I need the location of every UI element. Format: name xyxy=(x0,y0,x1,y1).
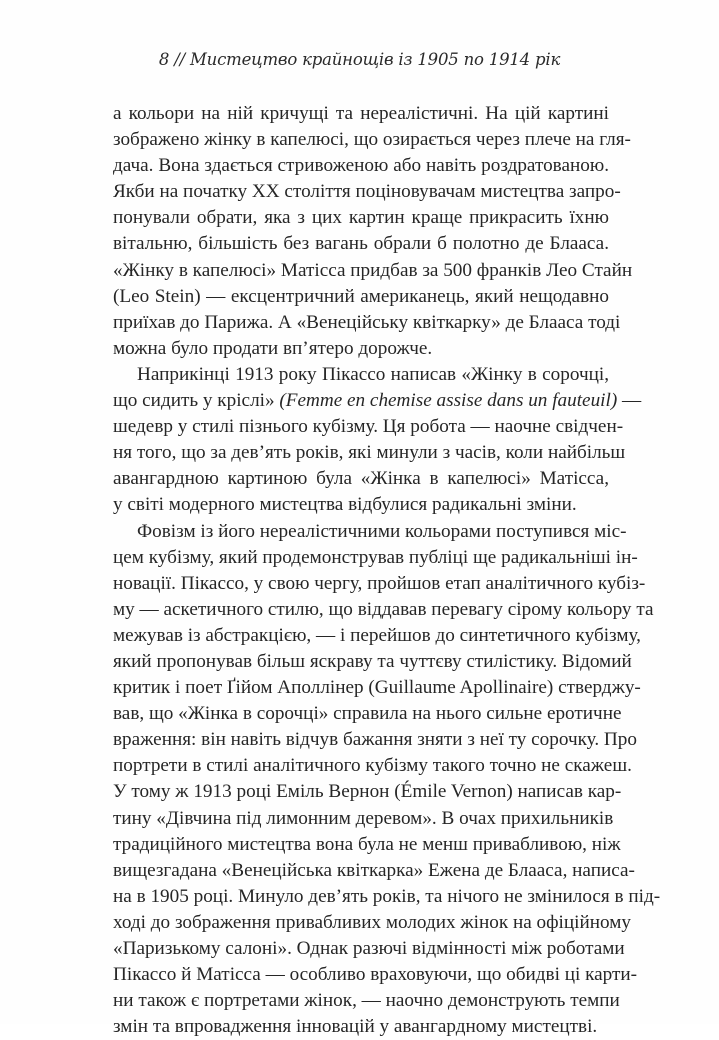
text-run: ни також є портретами жінок, — наочно демонструють темпи xyxy=(113,990,620,1011)
text-line xyxy=(113,806,609,832)
text-line xyxy=(113,571,609,597)
text-line xyxy=(113,127,609,153)
text-run: вищезгадана «Венеційська квіткарка» Ежена де Блааса, написа- xyxy=(113,860,635,881)
text-line xyxy=(113,727,609,753)
paragraph xyxy=(113,519,609,1040)
text-line xyxy=(113,832,609,858)
text-line xyxy=(113,988,609,1014)
text-run: а кольори на ній кричущі та нереалістичні. На цій картині xyxy=(113,103,609,124)
text-line xyxy=(113,962,609,988)
text-line xyxy=(113,910,609,936)
text-line xyxy=(113,936,609,962)
text-run: «Паризькому салоні». Однак разючі відмінності між роботами xyxy=(113,938,625,959)
text-line xyxy=(113,545,609,571)
text-line xyxy=(113,258,609,284)
text-run: Наприкінці 1913 року Пікассо написав «Жінку в сорочці, xyxy=(137,364,609,385)
text-line xyxy=(113,1014,609,1040)
text-line xyxy=(113,701,609,727)
text-run: враження: він навіть відчув бажання зняти з неї ту сорочку. Про xyxy=(113,729,637,750)
text-run: критик і поет Ґійом Аполлінер (Guillaume Apollinaire) стверджу- xyxy=(113,677,641,698)
text-run: понували обрати, яка з цих картин краще прикрасить їхню xyxy=(113,207,609,228)
text-run: му — аскетичного стилю, що віддавав перевагу сірому кольору та xyxy=(113,599,653,620)
text-line xyxy=(113,336,609,362)
text-run: вав, що «Жінка в сорочці» справила на нього сильне еротичне xyxy=(113,703,622,724)
text-run: шедевр у стилі пізнього кубізму. Ця робота — наочне свідчен- xyxy=(113,416,623,437)
text-line xyxy=(113,884,609,910)
text-run: «Жінку в капелюсі» Матісса придбав за 500 франків Лео Стайн xyxy=(113,260,632,281)
text-run: ході до зображення привабливих молодих жінок на офіційному xyxy=(113,912,631,933)
body-text xyxy=(113,101,609,1040)
text-run: дача. Вона здається стривоженою або навіть роздратованою. xyxy=(113,155,609,176)
text-line xyxy=(113,231,609,257)
text-line xyxy=(113,440,609,466)
text-run: змін та впровадження інновацій у авангардному мистецтві. xyxy=(113,1016,597,1037)
text-run: традиційного мистецтва вона була не менш привабливою, ніж xyxy=(113,834,621,855)
text-line xyxy=(113,649,609,675)
page-number: 8 xyxy=(159,50,169,69)
text-run: вітальню, більшість без вагань обрали б полотно де Блааса. xyxy=(113,233,609,254)
paragraph xyxy=(113,101,609,362)
text-line xyxy=(113,414,609,440)
text-run: межував із абстракцією, — і перейшов до синтетичного кубізму, xyxy=(113,625,641,646)
text-line xyxy=(113,362,609,388)
text-run: приїхав до Парижа. А «Венеційську квіткарку» де Блааса тоді xyxy=(113,312,620,333)
text-run: зображено жінку в капелюсі, що озирається через плече на гля- xyxy=(113,129,631,150)
text-line xyxy=(113,492,609,518)
text-run: у світі модерного мистецтва відбулися радикальні зміни. xyxy=(113,494,577,515)
text-line xyxy=(113,310,609,336)
text-run: що сидить у кріслі» xyxy=(113,390,279,411)
text-run: — xyxy=(617,390,641,411)
text-run: ня того, що за дев’ять років, які минули з часів, коли найбільш xyxy=(113,442,625,463)
text-run: У тому ж 1913 році Еміль Вернон (Émile Vernon) написав кар- xyxy=(113,781,621,802)
text-run: який пропонував більш яскраву та чуттєву стилістику. Відомий xyxy=(113,651,632,672)
text-line xyxy=(113,466,609,492)
text-run: тину «Дівчина під лимонним деревом». В очах прихильників xyxy=(113,808,613,829)
text-line xyxy=(113,597,609,623)
text-run: (Leo Stein) — ексцентричний американець, який нещодавно xyxy=(113,286,609,307)
chapter-title: Мистецтво крайнощів із 1905 по 1914 рік xyxy=(190,50,560,69)
text-line xyxy=(113,675,609,701)
text-line xyxy=(113,858,609,884)
text-line xyxy=(113,779,609,805)
text-line xyxy=(113,101,609,127)
text-run: на в 1905 році. Минуло дев’ять років, та нічого не змінилося в під- xyxy=(113,886,660,907)
text-line xyxy=(113,753,609,779)
text-run: Пікассо й Матісса — особливо враховуючи, що обидві ці карти- xyxy=(113,964,637,985)
text-line xyxy=(113,153,609,179)
text-run: авангардною картиною була «Жінка в капелюсі» Матісса, xyxy=(113,468,609,489)
running-head xyxy=(0,50,719,69)
text-run: цем кубізму, який продемонстрував публіці ще радикальніші ін- xyxy=(113,547,638,568)
paragraph xyxy=(113,362,609,519)
text-line xyxy=(113,284,609,310)
text-run: Фовізм із його нереалістичними кольорами поступився міс- xyxy=(137,521,627,542)
text-run: новації. Пікассо, у свою чергу, пройшов етап аналітичного кубіз- xyxy=(113,573,645,594)
header-separator: // xyxy=(174,50,185,69)
text-line xyxy=(113,519,609,545)
text-line xyxy=(113,179,609,205)
text-line xyxy=(113,205,609,231)
text-run: Якби на початку XX століття поціновувачам мистецтва запро- xyxy=(113,181,621,202)
text-run: портрети в стилі аналітичного кубізму такого точно не скажеш. xyxy=(113,755,632,776)
text-run: можна було продати вп’ятеро дорожче. xyxy=(113,338,432,359)
text-line xyxy=(113,623,609,649)
italic-title: (Femme en chemise assise dans un fauteuil) xyxy=(279,390,617,411)
text-line xyxy=(113,388,609,414)
